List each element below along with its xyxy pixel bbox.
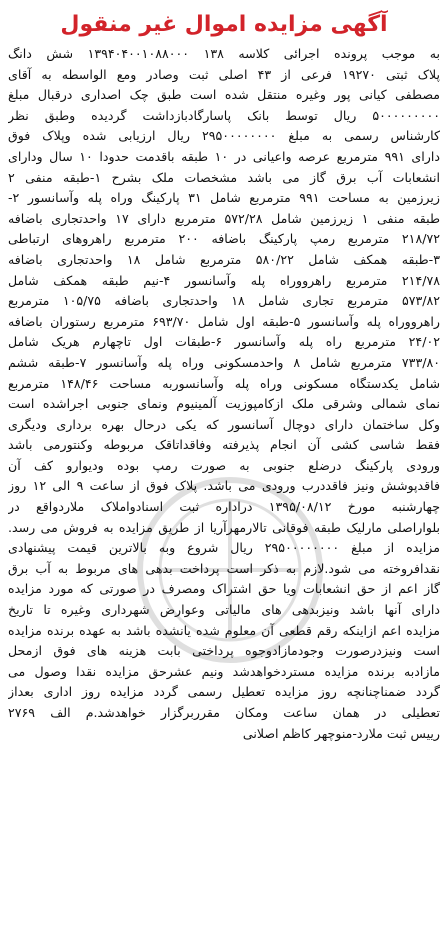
notice-line: مازادبه برنده مزایده مستردخواهدشد ونیم عشرحق مزایده نقدا وصول می bbox=[8, 663, 440, 679]
notice-line: مزایده اعم ازاینکه رقم قطعی آن معلوم شده یانشده باشد به عهده برنده مزایده bbox=[8, 622, 440, 638]
notice-line: ۵۰۰۰۰۰۰۰۰۰ ریال توسط بانک پاسارگادبازداشت گردیده وطبق نظر bbox=[8, 107, 440, 123]
notice-line: پلاک ثبتی ۱۹۲۷۰ فرعی از ۴۳ اصلی ثبت وصادر ومع الواسطه به آقای bbox=[8, 66, 440, 82]
notice-line: راهرووراه پله وآسانسور ۵-طبقه اول شامل ۶۹۳/۷۰ مترمربع رستوران باضافه bbox=[8, 313, 440, 329]
notice-line: چهارشنبه مورخ ۱۳۹۵/۰۸/۱۲ دراداره ثبت اسنادواملاک ملاردواقع در bbox=[8, 499, 440, 515]
notice-line: تعطیلی در همان ساعت ومکان مقرربرگزار خواهدشد.م الف ۲۷۶۹ bbox=[8, 705, 440, 720]
notice-line: شامل یکدستگاه مسکونی وراه پله وآسانسوربه مساحت ۱۴۸/۴۶ مترمربع bbox=[8, 375, 440, 391]
notice-line: فقط شاسی کشی آن انجام پذیرفته وفاقداتاقک مربوطه وکنتورمی باشد bbox=[8, 437, 440, 453]
notice-line: کارشناس رسمی به مبلغ ۲۹۵۰۰۰۰۰۰۰۰ ریال ارزیابی شده وپلاک فوق bbox=[8, 128, 440, 144]
notice-line: ۷۳۳/۸۰ مترمربع شامل ۸ واحدمسکونی وراه پله وآسانسور ۷-طبقه ششم bbox=[8, 354, 440, 370]
notice-line: نقدافروخته می شود.لازم به ذکر است پرداخت بدهی های مربوط به آب برق bbox=[8, 560, 440, 576]
notice-line: انشعابات آب برق گاز می باشد مشخصات ملک بشرح ۱-طبقه منفی ۲ bbox=[8, 169, 440, 185]
notice-line: زیرزمین به مساحت ۹۹۱ مترمربع شامل ۳۱ پارکینگ وراه پله وآسانسور ۲- bbox=[8, 190, 440, 206]
notice-line: ۲۱۴/۷۸ مترمربع راهرووراه پله وآسانسور ۴-نیم طبقه همکف شامل bbox=[8, 272, 440, 288]
notice-line: نمای شمالی وشرقی ملک ازکامپوزیت آلمینیوم ونمای جنوبی اجراشده است bbox=[8, 396, 440, 412]
notice-line: بلواراصلی مارلیک طبقه فوقانی تالارمهرآریا از طریق مزایده به فروش می رسد. bbox=[8, 519, 440, 535]
notice-line: است ونیزدرصورت وجودمازادوجوه پرداختی بابت هزینه های فوق ازمحل bbox=[8, 643, 440, 659]
notice-line: به موجب پرونده اجرائی کلاسه ۱۳۸ ۱۳۹۴۰۴۰۰۱۰۸۸۰۰۰ شش دانگ bbox=[8, 46, 440, 61]
notice-line: گاز اعم از حق انشعابات ویا حق اشتراک ومصرف در صورتی که مورد مزایده bbox=[8, 581, 440, 597]
notice-line: مزایده از مبلغ ۲۹۵۰۰۰۰۰۰۰۰ ریال شروع وبه بالاترین قیمت پیشنهادی bbox=[8, 540, 440, 556]
notice-line: گردد ضمناچنانچه روز مزایده تعطیل رسمی گردد مزایده روز اداری بعداز bbox=[8, 684, 440, 700]
notice-title: آگهی مزایده اموال غیر منقول bbox=[60, 12, 388, 37]
notice-line: رییس ثبت ملارد-منوچهر کاظم اصلانی bbox=[242, 725, 440, 741]
notice-line: ۵۷۳/۸۲ مترمربع تجاری شامل ۱۸ واحدتجاری باضافه ۱۰۵/۷۵ مترمربع bbox=[8, 293, 440, 309]
notice-line: ۲۱۸/۷۲ مترمربع رمپ پارکینگ باضافه ۲۰۰ مترمربع راهروهای ارتباطی bbox=[8, 231, 440, 247]
notice-line: ورودی پارکینگ درضلع جنوبی به صورت رمپ بوده ودیوارو کف آن bbox=[8, 457, 440, 473]
notice-line: ۳-طبقه همکف شامل ۵۸۰/۲۲ مترمربع شامل ۱۸ واحدتجاری باضافه bbox=[8, 251, 440, 267]
notice-line: دارای آنها باشد ونیزبدهی های مالیاتی وعوارض شهرداری وغیره تا تاریخ bbox=[8, 602, 440, 618]
notice-line: ۲۴/۰۲ مترمربع راه پله وآسانسور ۶-طبقات اول تاچهارم هریک شامل bbox=[8, 334, 440, 350]
notice-line: طبقه منفی ۱ زیرزمین شامل ۵۷۲/۲۸ مترمربع دارای ۱۷ واحدتجاری باضافه bbox=[8, 210, 440, 226]
notice-line: وکل ساختمان دارای دوچال آسانسور که یکی درحال بهره برداری ودیگری bbox=[8, 416, 440, 432]
notice-body bbox=[8, 44, 440, 744]
notice-line: مصطفی کیانی پور وغیره منتقل شده است طبق چک اصداری درقبال مبلغ bbox=[8, 87, 440, 103]
notice-line: فاقدپوشش ونیز فاقددرب ورودی می باشد. پلاک فوق از ساعت ۹ الی ۱۲ روز bbox=[8, 478, 440, 494]
notice-line: دارای ۹۹۱ مترمربع عرصه واعیانی در ۱۰ طبقه باقدمت حدودا ۱۰ سال ودارای bbox=[8, 148, 440, 164]
